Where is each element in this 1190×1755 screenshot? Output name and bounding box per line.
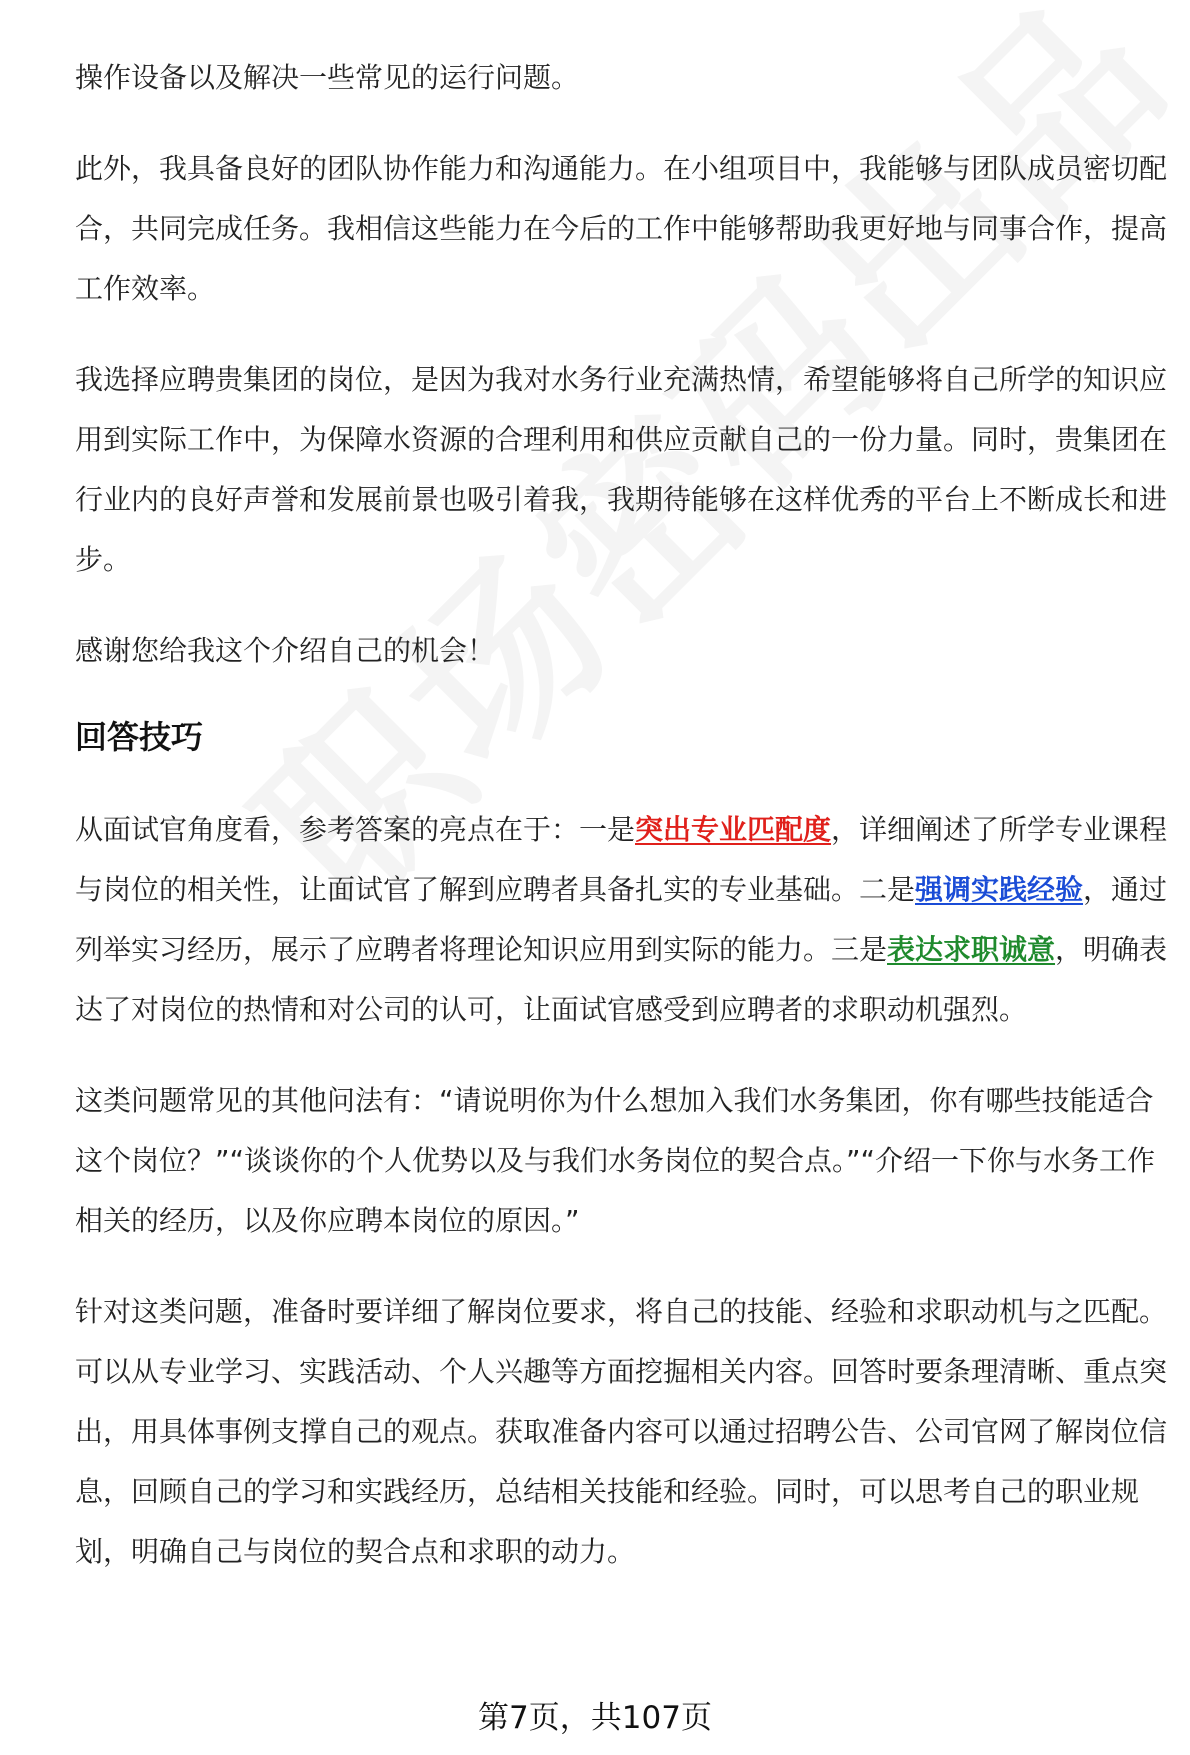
- tips-text-2: ，详细阐述了所学专业课程与岗位的相关性，让面试官了解到应聘者具备扎实的专业基础。二是: [75, 813, 1168, 906]
- paragraph-thanks: 感谢您给我这个介绍自己的机会！: [75, 634, 496, 667]
- highlight-practical-experience: 强调实践经验: [915, 873, 1084, 906]
- highlight-sincerity: 表达求职诚意: [887, 933, 1056, 966]
- paragraph-preparation-advice: 针对这类问题，准备时要详细了解岗位要求，将自己的技能、经验和求职动机与之匹配。可以从专业学习、实践活动、个人兴趣等方面挖掘相关内容。回答时要条理清晰、重点突出，用具体事例支撑自己的观点。获取准备内容可以通过招聘公告、公司官网了解岗位信息，回顾自己的学习和实践经历，总结相关技能和经验。同时，可以思考自己的职业规划，明确自己与岗位的契合点和求职的动力。: [75, 1295, 1168, 1568]
- document-body: [75, 48, 1175, 1613]
- highlight-professional-match: 突出专业匹配度: [635, 813, 832, 846]
- tips-text-1: 从面试官角度看，参考答案的亮点在于：一是: [75, 813, 636, 846]
- page-number: 第7页，共107页: [478, 1700, 712, 1736]
- paragraph-highlights: [75, 800, 1175, 1040]
- section-title-answer-tips: 回答技巧: [75, 718, 204, 756]
- paragraph-equipment: 操作设备以及解决一些常见的运行问题。: [75, 61, 580, 94]
- tips-text-4: ，明确表达了对岗位的热情和对公司的认可，让面试官感受到应聘者的求职动机强烈。: [75, 933, 1168, 1026]
- paragraph-teamwork: 此外，我具备良好的团队协作能力和沟通能力。在小组项目中，我能够与团队成员密切配合，共同完成任务。我相信这些能力在今后的工作中能够帮助我更好地与同事合作，提高工作效率。: [75, 152, 1168, 305]
- paragraph-alternative-questions: 这类问题常见的其他问法有：“请说明你为什么想加入我们水务集团，你有哪些技能适合这个岗位？”“谈谈你的个人优势以及与我们水务岗位的契合点。”“介绍一下你与水务工作相关的经历，以及你应聘本岗位的原因。”: [75, 1084, 1156, 1237]
- tips-text-3: ，通过列举实习经历，展示了应聘者将理论知识应用到实际的能力。三是: [75, 873, 1168, 966]
- paragraph-motivation: 我选择应聘贵集团的岗位，是因为我对水务行业充满热情，希望能够将自己所学的知识应用到实际工作中，为保障水资源的合理利用和供应贡献自己的一份力量。同时，贵集团在行业内的良好声誉和发展前景也吸引着我，我期待能够在这样优秀的平台上不断成长和进步。: [75, 363, 1168, 576]
